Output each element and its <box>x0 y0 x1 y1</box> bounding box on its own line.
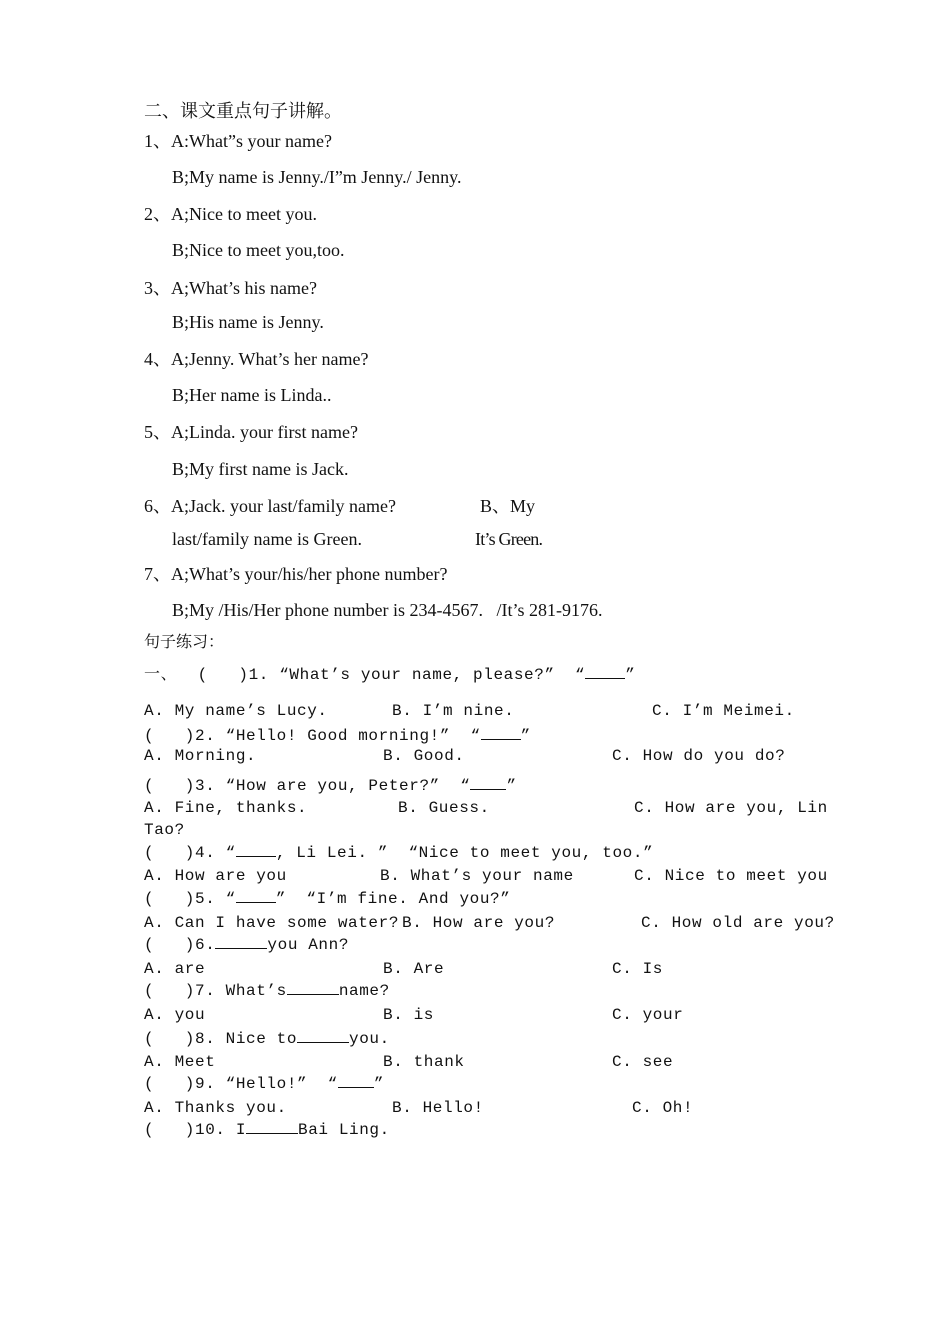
option-a: A. Can I have some water? <box>144 914 400 932</box>
exercise-1: 一、 ( )1. “What’s your name, please?” “ ” <box>144 666 636 684</box>
option-c: C. Oh! <box>632 1099 694 1117</box>
option-b: B. I’m nine. <box>392 702 515 720</box>
dialogue-4-answer: B;Her name is Linda.. <box>172 385 332 405</box>
dialogue-7-answer: B;My /His/Her phone number is 234-4567. /It’s 281-9176. <box>172 600 603 620</box>
option-c: C. I’m Meimei. <box>652 702 795 720</box>
option-a: A. you <box>144 1006 206 1024</box>
option-a: A. Meet <box>144 1053 216 1071</box>
option-c: C. How do you do? <box>612 747 786 765</box>
option-b: B. How are you? <box>402 914 556 932</box>
option-a: A. Fine, thanks. <box>144 799 308 817</box>
dialogue-1-question: 1、A:What”s your name? <box>144 131 332 151</box>
option-b: B. What’s your name <box>380 867 574 885</box>
dialogue-3-answer: B;His name is Jenny. <box>172 312 324 332</box>
dialogue-3-question: 3、A;What’s his name? <box>144 278 317 298</box>
exercise-8: ( )8. Nice to you. <box>144 1030 390 1048</box>
dialogue-5-answer: B;My first name is Jack. <box>172 459 349 479</box>
option-a: A. My name’s Lucy. <box>144 702 328 720</box>
dialogue-6-answer-right: It’s Green. <box>475 529 543 549</box>
answer-blank[interactable] <box>215 934 267 949</box>
option-b: B. Guess. <box>398 799 490 817</box>
dialogue-6-answer: last/family name is Green. <box>172 529 362 549</box>
option-c: C. Is <box>612 960 664 978</box>
option-c: C. Nice to meet you <box>634 867 828 885</box>
exercise-6: ( )6. you Ann? <box>144 936 350 954</box>
exercise-4: ( )4. “ , Li Lei. ” “Nice to meet you, too.” <box>144 844 654 862</box>
option-a: A. How are you <box>144 867 287 885</box>
answer-blank[interactable] <box>481 725 521 740</box>
dialogue-2-question: 2、A;Nice to meet you. <box>144 204 317 224</box>
option-c-wrap: Tao? <box>144 821 185 839</box>
dialogue-6-question: 6、A;Jack. your last/family name? <box>144 496 396 516</box>
answer-blank[interactable] <box>236 842 276 857</box>
option-b: B. Hello! <box>392 1099 484 1117</box>
option-a: A. Thanks you. <box>144 1099 287 1117</box>
exercise-7: ( )7. What’s name? <box>144 982 390 1000</box>
option-b: B. Good. <box>383 747 465 765</box>
dialogue-4-question: 4、A;Jenny. What’s her name? <box>144 349 369 369</box>
exercise-10: ( )10. I Bai Ling. <box>144 1121 390 1139</box>
option-c: C. see <box>612 1053 674 1071</box>
dialogue-6-question-right: B、My <box>480 496 536 516</box>
practice-title: 句子练习： <box>144 634 225 651</box>
dialogue-5-question: 5、A;Linda. your first name? <box>144 422 358 442</box>
dialogue-2-answer: B;Nice to meet you,too. <box>172 240 345 260</box>
option-b: B. Are <box>383 960 445 978</box>
answer-blank[interactable] <box>585 664 625 679</box>
dialogue-1-answer: B;My name is Jenny./I”m Jenny./ Jenny. <box>172 167 462 187</box>
exercise-5: ( )5. “ ” “I’m fine. And you?” <box>144 890 511 908</box>
option-a: A. are <box>144 960 206 978</box>
answer-blank[interactable] <box>236 888 276 903</box>
answer-blank[interactable] <box>287 980 339 995</box>
option-c: C. How old are you? <box>641 914 835 932</box>
exercise-2: ( )2. “Hello! Good morning!” “ ” <box>144 727 531 745</box>
exercise-3: ( )3. “How are you, Peter?” “ ” <box>144 777 517 795</box>
dialogue-7-question: 7、A;What’s your/his/her phone number? <box>144 564 448 584</box>
option-b: B. thank <box>383 1053 465 1071</box>
option-c: C. your <box>612 1006 684 1024</box>
answer-blank[interactable] <box>338 1073 374 1088</box>
option-c: C. How are you, Lin <box>634 799 828 817</box>
option-b: B. is <box>383 1006 435 1024</box>
exercise-9: ( )9. “Hello!” “ ” <box>144 1075 385 1093</box>
answer-blank[interactable] <box>470 775 506 790</box>
answer-blank[interactable] <box>297 1028 349 1043</box>
option-a: A. Morning. <box>144 747 257 765</box>
section-title: 二、课文重点句子讲解。 <box>144 101 342 121</box>
answer-blank[interactable] <box>246 1119 298 1134</box>
